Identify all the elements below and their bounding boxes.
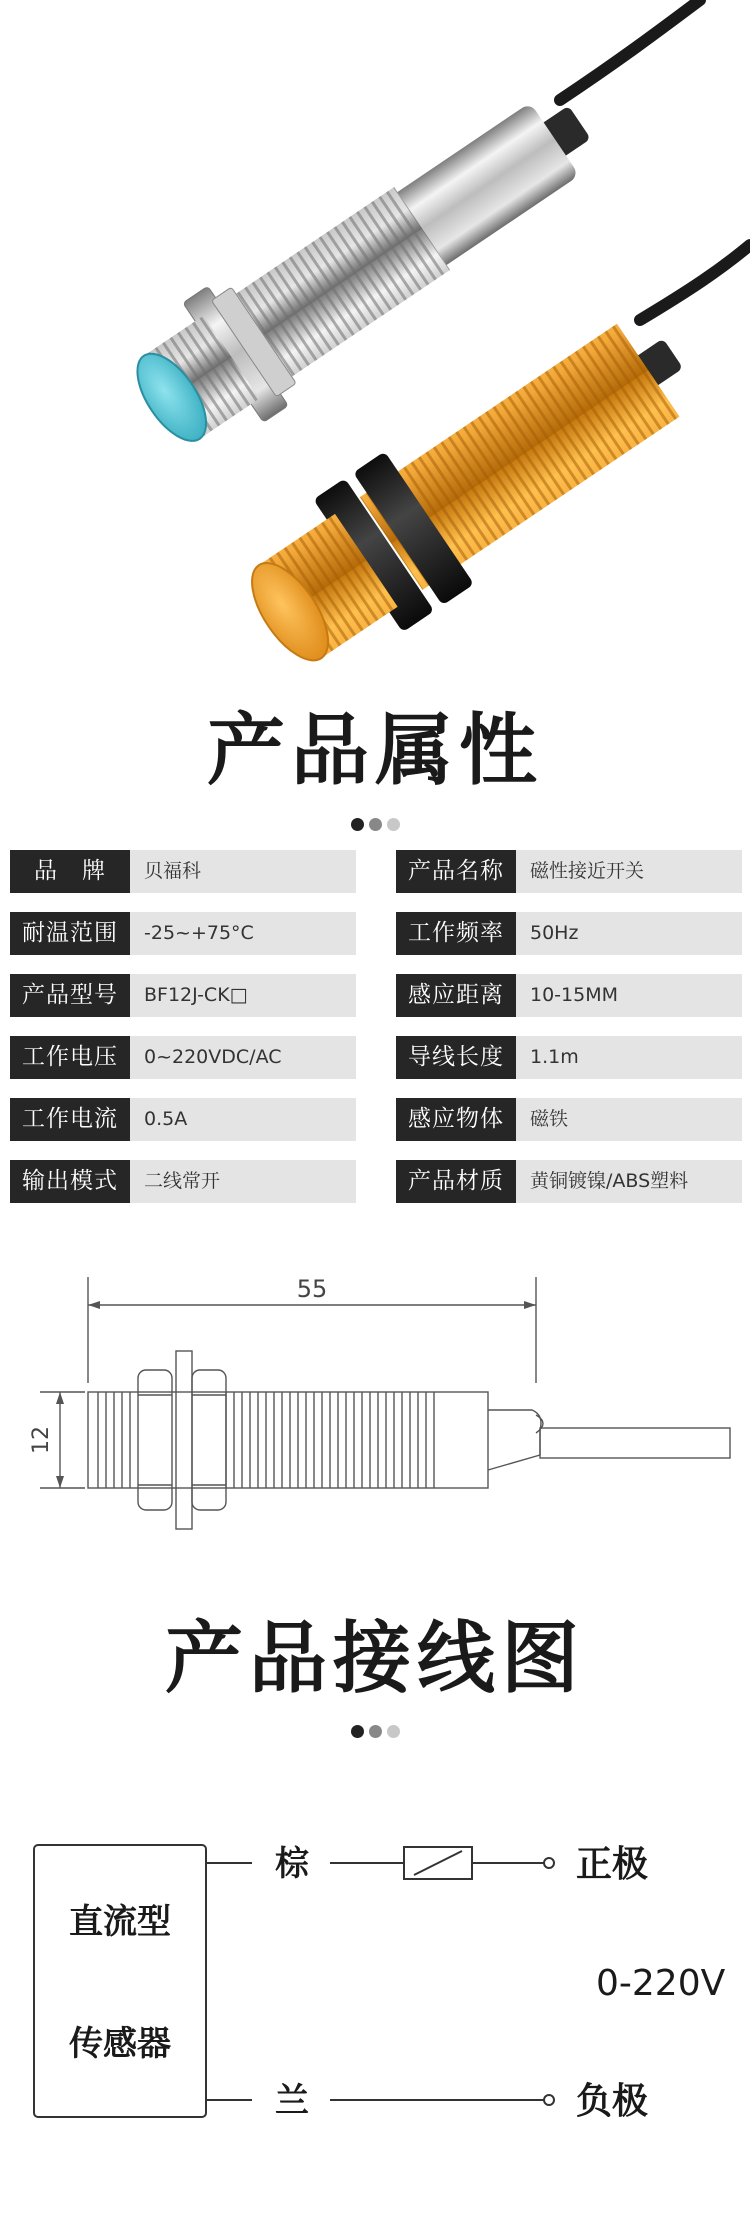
sensor-body-outline	[88, 1392, 488, 1488]
spec-row	[10, 912, 742, 955]
spec-label: 产品名称	[396, 850, 516, 893]
wiring-pager-dots	[0, 1725, 750, 1738]
pager-dot	[351, 818, 364, 831]
blue-wire-label: 兰	[275, 2081, 309, 2121]
pager-dot	[387, 1725, 400, 1738]
spec-row	[10, 1098, 742, 1141]
spec-value: 50Hz	[516, 912, 742, 955]
spec-row	[10, 1036, 742, 1079]
spec-value: 磁性接近开关	[516, 850, 742, 893]
spec-row	[10, 850, 742, 893]
cable-outline	[540, 1428, 730, 1458]
sensor-box-line1: 直流型	[69, 1902, 171, 1942]
pager-dot	[351, 1725, 364, 1738]
spec-cable-length	[396, 1036, 742, 1079]
spec-current	[10, 1098, 356, 1141]
spec-label: 工作电流	[10, 1098, 130, 1141]
spec-label: 输出模式	[10, 1160, 130, 1203]
nut-outline	[138, 1370, 172, 1510]
wiring-diagram	[0, 1815, 750, 2215]
positive-label: 正极	[576, 1844, 649, 1885]
spec-label: 感应物体	[396, 1098, 516, 1141]
spec-label: 产品型号	[10, 974, 130, 1017]
spec-label: 产品材质	[396, 1160, 516, 1203]
spec-frequency	[396, 912, 742, 955]
spec-sensing-distance	[396, 974, 742, 1017]
spec-model	[10, 974, 356, 1017]
sensor-box	[34, 1845, 206, 2117]
attributes-pager-dots	[0, 818, 750, 831]
product-photo	[0, 0, 750, 690]
diameter-label: 12	[29, 1426, 54, 1454]
supply-voltage: 0-220V	[596, 1963, 726, 2004]
spec-value: BF12J-CK□	[130, 974, 356, 1017]
spec-brand	[10, 850, 356, 893]
negative-label: 负极	[576, 2081, 649, 2122]
spec-material	[396, 1160, 742, 1203]
spec-label: 工作电压	[10, 1036, 130, 1079]
positive-terminal	[544, 1858, 554, 1868]
spec-label: 品 牌	[10, 850, 130, 893]
spec-value: 二线常开	[130, 1160, 356, 1203]
spec-label: 导线长度	[396, 1036, 516, 1079]
nut-outline	[192, 1370, 226, 1510]
washer-outline	[176, 1351, 192, 1529]
spec-temperature-range	[10, 912, 356, 955]
spec-voltage	[10, 1036, 356, 1079]
pager-dot	[369, 818, 382, 831]
sensor-box-line2: 传感器	[69, 2024, 171, 2064]
spec-row	[10, 974, 742, 1017]
spec-table	[10, 850, 742, 1222]
spec-value: 磁铁	[516, 1098, 742, 1141]
spec-row	[10, 1160, 742, 1203]
pager-dot	[387, 818, 400, 831]
length-label: 55	[296, 1275, 328, 1303]
negative-terminal	[544, 2095, 554, 2105]
spec-product-name	[396, 850, 742, 893]
spec-value: 10-15MM	[516, 974, 742, 1017]
dimension-drawing	[29, 1265, 740, 1565]
wiring-title: 产品接线图	[164, 1614, 585, 1704]
spec-label: 耐温范围	[10, 912, 130, 955]
spec-output-mode	[10, 1160, 356, 1203]
spec-label: 工作频率	[396, 912, 516, 955]
spec-value: 0.5A	[130, 1098, 356, 1141]
cable-gland-outline	[488, 1410, 541, 1470]
spec-value: 0~220VDC/AC	[130, 1036, 356, 1079]
attributes-title: 产品属性	[206, 706, 543, 796]
spec-value: 1.1m	[516, 1036, 742, 1079]
spec-label: 感应距离	[396, 974, 516, 1017]
spec-target-object	[396, 1098, 742, 1141]
spec-value: -25~+75°C	[130, 912, 356, 955]
thread-lines	[98, 1392, 434, 1488]
pager-dot	[369, 1725, 382, 1738]
spec-value: 黄铜镀镍/ABS塑料	[516, 1160, 742, 1203]
spec-value: 贝福科	[130, 850, 356, 893]
brown-wire-label: 棕	[275, 1844, 309, 1884]
